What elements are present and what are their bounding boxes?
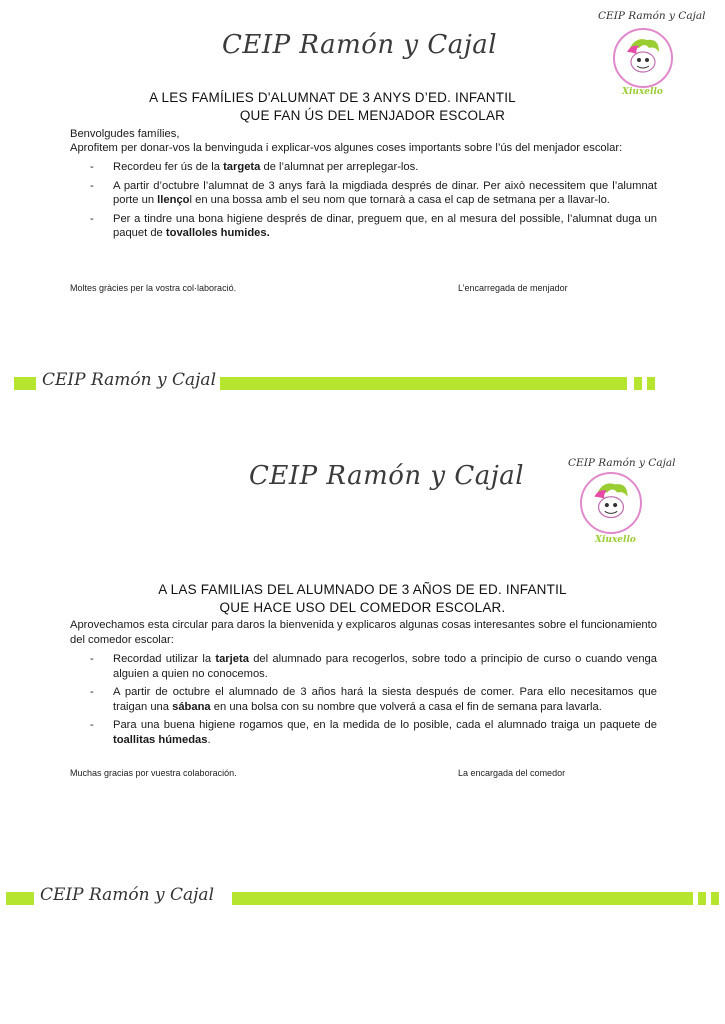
list-item: - Recordeu fer ús de la targeta de l’alumnat per arreplegar-los.: [90, 161, 419, 173]
bullet-dash: -: [90, 212, 94, 225]
signature-es: La encargada del comedor: [458, 768, 566, 778]
bullet-dash: -: [90, 653, 94, 665]
heading-es-line1: A LAS FAMILIAS DEL ALUMNADO DE 3 AÑOS DE ED. INFANTIL: [158, 582, 567, 597]
intro-es: Aprovechamos esta circular para daros la bienvenida y explicaros algunas cosas interesantes sobre el funcionamiento del comedor escolar:: [70, 619, 657, 646]
list-item: - Recordad utilizar la tarjeta del alumnado para recogerlos, sobre todo a principio de curso o cuando venga alguien a quien no conocemos.: [90, 653, 658, 680]
list-item: - A partir de octubre el alumnado de 3 años hará la siesta después de comer. Para ello necesitamos que traigan una sábana en una bolsa con su nombre que volverá a casa el fin de semana para lavarla.: [90, 686, 657, 713]
list-item: - Para una buena higiene rogamos que, en la medida de lo posible, cada el alumnado traiga un paquete de toallitas húmedas.: [90, 719, 657, 746]
bullet-dash: -: [90, 161, 94, 173]
thanks-ca: Moltes gràcies per la vostra col·laboració.: [70, 283, 237, 293]
heading-ca-line2: QUE FAN ÚS DEL MENJADOR ESCOLAR: [239, 108, 506, 123]
thanks-es: Muchas gracias por vuestra colaboración.: [70, 768, 237, 778]
list-item: - A partir d’octubre l’alumnat de 3 anys farà la migdiada després de dinar. Per això necessitem que l’alumnat porte un llençol en una bossa amb el seu nom que tornarà a casa el cap de setmana per a llavar-lo.: [90, 179, 657, 206]
intro-ca: Aprofitem per donar-vos la benvinguda i explicar-vos algunes coses importants sobre l’ús del menjador escolar:: [70, 142, 623, 154]
heading-es-line2: QUE HACE USO DEL COMEDOR ESCOLAR.: [219, 600, 506, 615]
logo-sub-label: Xiuxello: [622, 87, 663, 97]
bullet-dash: -: [90, 719, 94, 731]
logo-sub-label: Xiuxello: [595, 535, 636, 545]
greeting-ca: Benvolgudes famílies,: [70, 128, 180, 140]
signature-ca: L’encarregada de menjador: [458, 283, 568, 293]
header-school-title: CEIP Ramón y Cajal: [222, 30, 498, 60]
bullet-list-ca: [70, 160, 657, 245]
bullet-dash: -: [90, 686, 94, 698]
bullet-list-es: [70, 652, 657, 751]
heading-ca-line1: A LES FAMÍLIES D'ALUMNAT DE 3 ANYS D’ED. INFANTIL: [149, 90, 516, 105]
list-item: - Per a tindre una bona higiene després de dinar, preguem que, en al mesura del possible, l’alumnat duga un paquet de tovalloles humides.: [90, 212, 657, 239]
band-school-title: CEIP Ramón y Cajal: [36, 885, 218, 905]
logo-label: CEIP Ramón y Cajal: [568, 457, 676, 469]
band-school-title: CEIP Ramón y Cajal: [38, 370, 220, 390]
header-school-title-es: CEIP Ramón y Cajal: [249, 461, 525, 491]
logo-mascot-icon: [580, 472, 642, 534]
logo-mascot-icon: [613, 28, 673, 88]
bullet-dash: -: [90, 179, 94, 192]
logo-label: CEIP Ramón y Cajal: [598, 10, 706, 22]
